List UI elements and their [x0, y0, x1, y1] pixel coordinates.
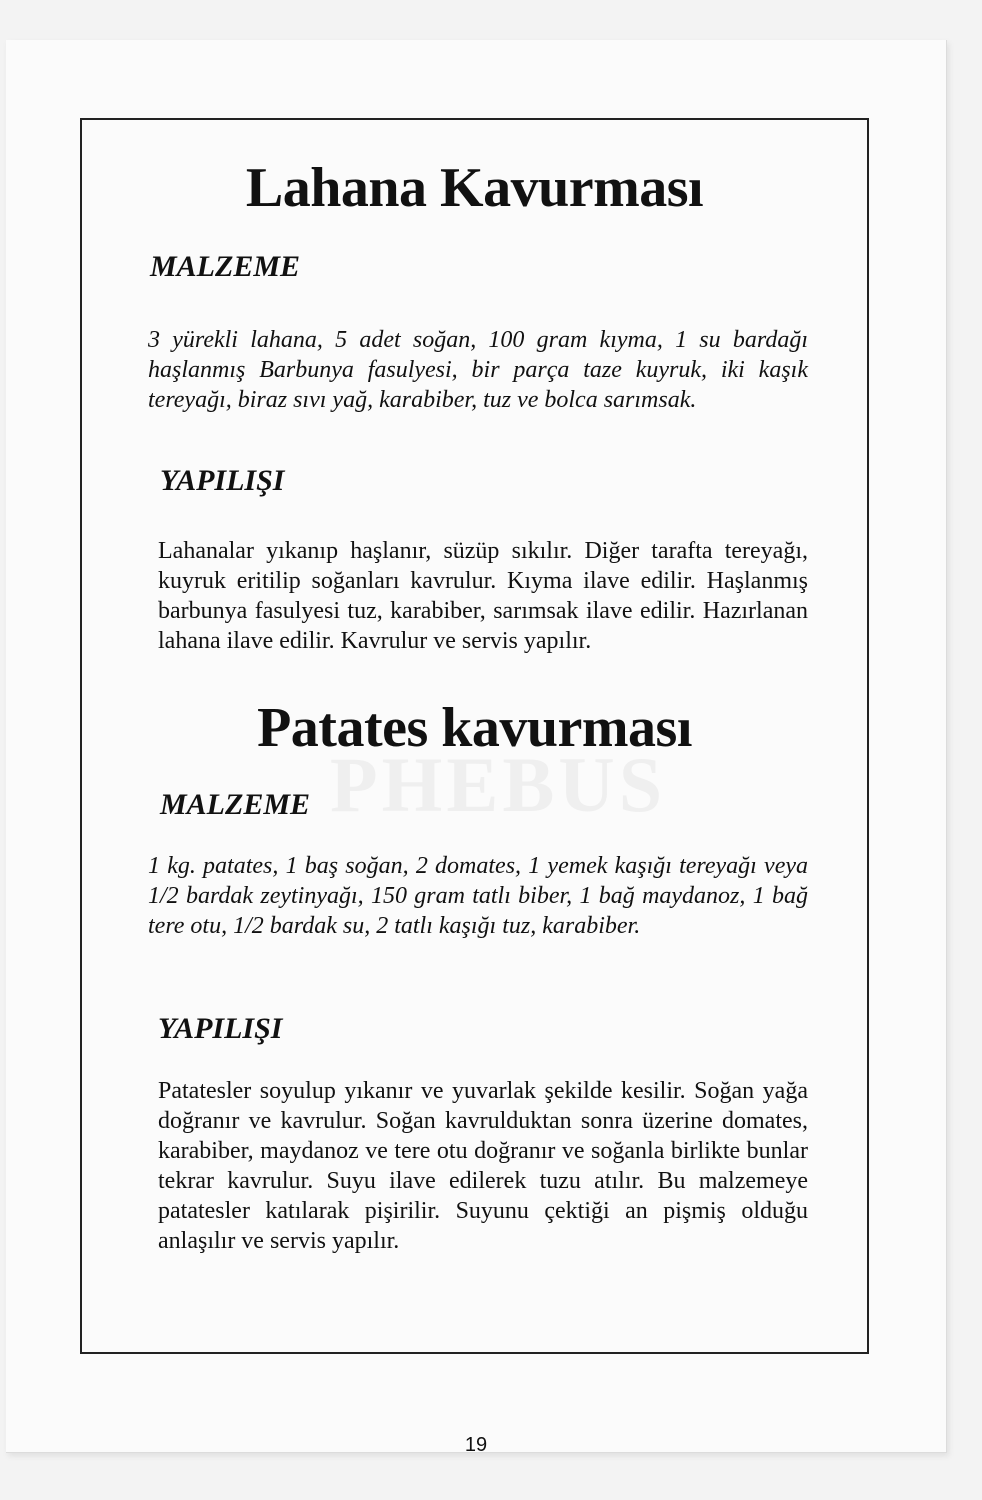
- watermark: PHEBUS: [330, 741, 667, 828]
- recipe1-ingredients: 3 yürekli lahana, 5 adet soğan, 100 gram kıyma, 1 su bardağı haşlanmış Barbunya fasulyesi, bir parça taze kuyruk, iki kaşık tereyağı, biraz sıvı yağ, karabiber, tuz ve bolca sarımsak.: [148, 327, 808, 413]
- recipe1-title: Lahana Kavurması: [245, 157, 704, 219]
- recipe2-method: Patatesler soyulup yıkanır ve yuvarlak şekilde kesilir. Soğan yağa doğranır ve kavrulur. Soğan kavrulduktan sonra üzerine domates, karabiber, maydanoz ve tere otu doğranır ve soğanla birlikte bunlar tekrar kavrulur. Suyu ilave edilerek tuzu atılır. Bu malzemeye patatesler katılarak pişirilir. Suyunu çektiği an pişmiş olduğu anlaşılır ve servis yapılır.: [158, 1078, 808, 1254]
- recipe2-title: Patates kavurması: [257, 697, 692, 759]
- page-number: 19: [464, 1434, 488, 1456]
- recipe1-method: Lahanalar yıkanıp haşlanır, süzüp sıkılır. Diğer tarafta tereyağı, kuyruk eritilip soğanları kavrulur. Kıyma ilave edilir. Haşlanmış barbunya fasulyesi tuz, karabiber, sarımsak ilave edilir. Hazırlanan lahana ilave edilir. Kavrulur ve servis yapılır.: [158, 538, 808, 654]
- recipe1-method-heading: YAPILIŞI: [160, 464, 285, 497]
- recipe2-ingredients-heading: MALZEME: [160, 788, 311, 821]
- recipe2-ingredients: 1 kg. patates, 1 baş soğan, 2 domates, 1 yemek kaşığı tereyağı veya 1/2 bardak zeytinyağı, 150 gram tatlı biber, 1 bağ maydanoz, 1 bağ tere otu, 1/2 bardak su, 2 tatlı kaşığı tuz, karabiber.: [148, 853, 808, 939]
- recipe1-ingredients-heading: MALZEME: [150, 250, 301, 283]
- recipe2-method-heading: YAPILIŞI: [158, 1012, 283, 1045]
